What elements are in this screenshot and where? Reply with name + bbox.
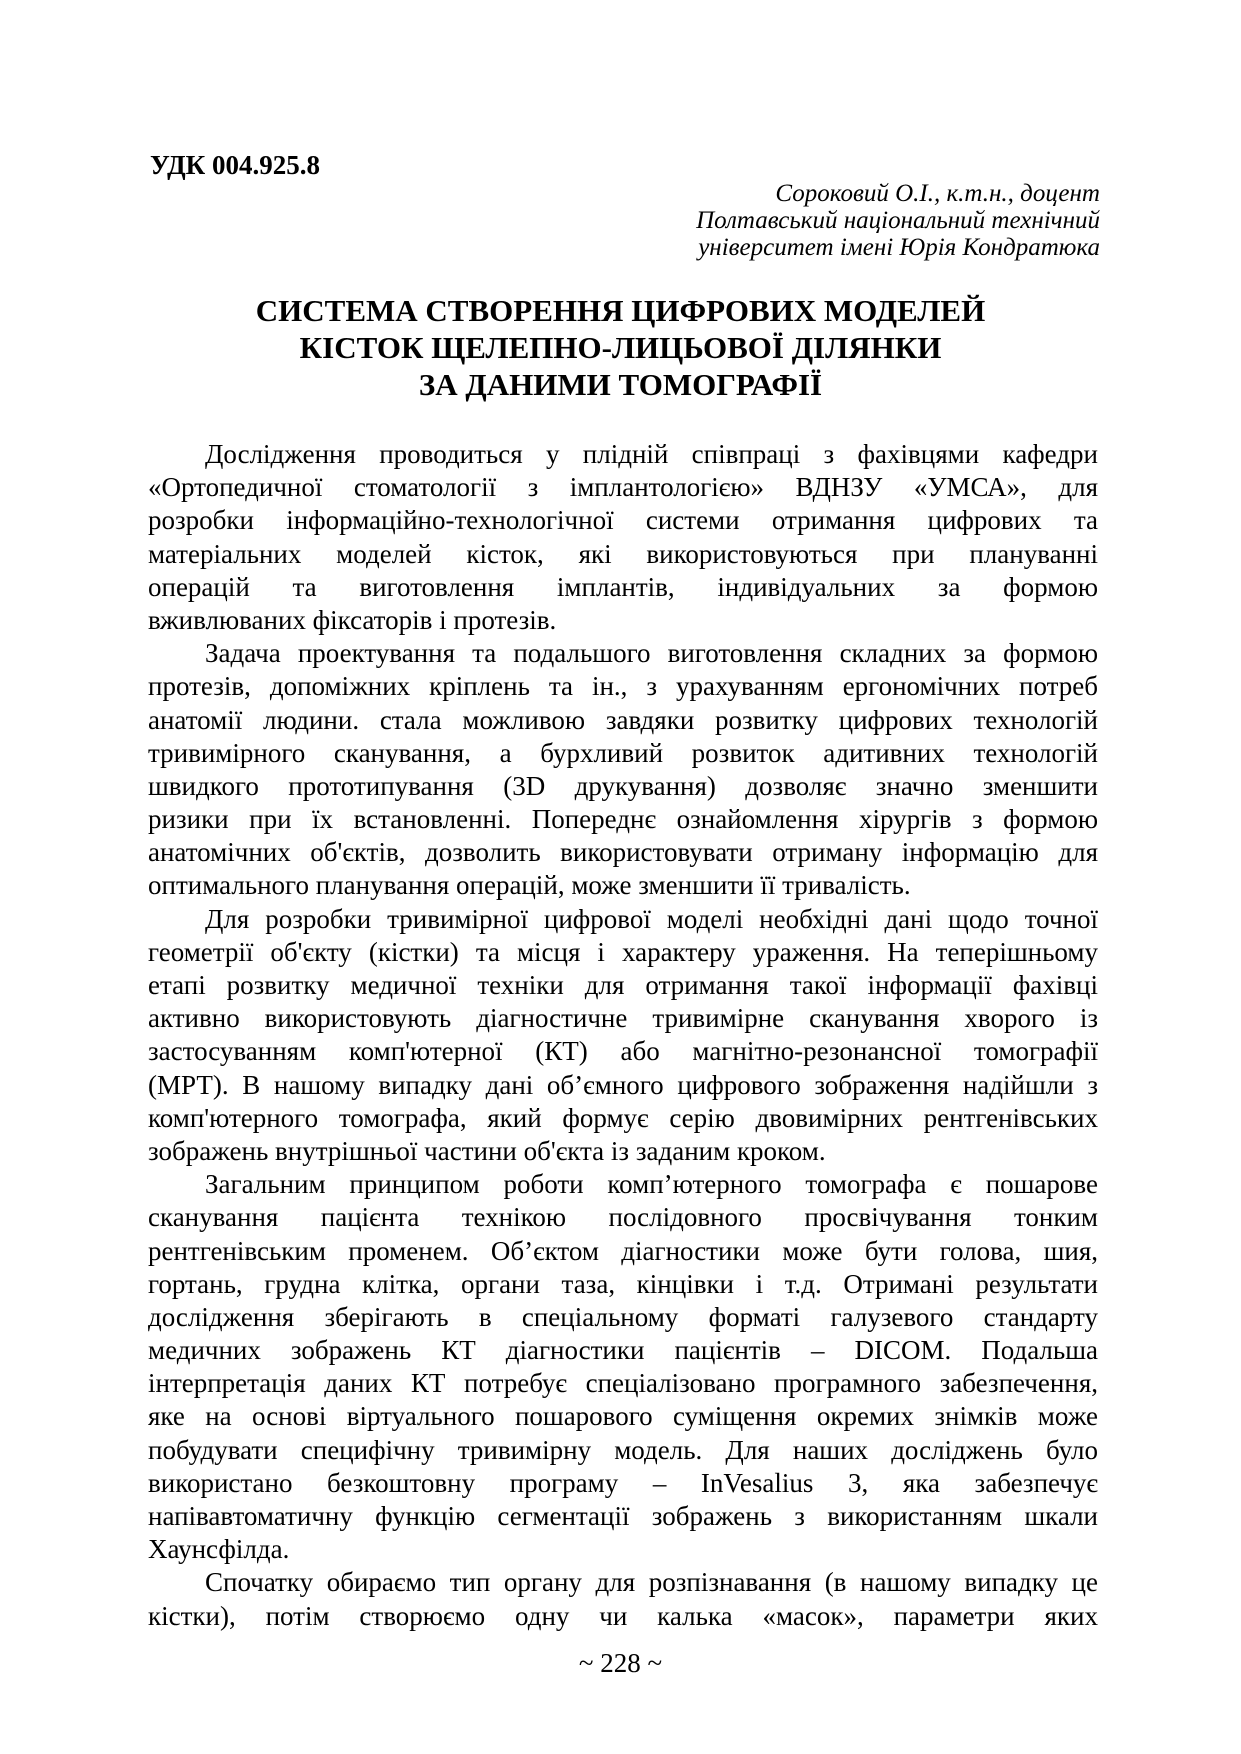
text-line: протезів, допоміжних кріплень та ін., з урахуванням ергономічних потреб (148, 671, 1098, 702)
text-line: анатомії людини. стала можливою завдяки розвитку цифрових технологій (148, 704, 1098, 735)
paragraph (148, 637, 1098, 903)
text-line: Спочатку обираємо тип органу для розпізнавання (в нашому випадку це (205, 1567, 1098, 1598)
text-line: кістки), потім створюємо одну чи калька «масок», параметри яких (148, 1600, 1098, 1631)
text-line: Задача проектування та подальшого виготовлення складних за формою (205, 638, 1098, 669)
text-line: гортань, грудна клітка, органи таза, кінцівки і т.д. Отримані результати (148, 1268, 1098, 1299)
text-line: використано безкоштовну програму – InVesalius 3, яка забезпечує (148, 1467, 1098, 1498)
text-line: яке на основі віртуального пошарового суміщення окремих знімків може (148, 1401, 1098, 1432)
article-body (148, 438, 1098, 1633)
paragraph (148, 438, 1098, 637)
text-line: тривимірного сканування, а бурхливий розвиток адитивних технологій (148, 737, 1098, 768)
text-line: дослідження зберігають в спеціальному форматі галузевого стандарту (148, 1301, 1098, 1332)
text-line: сканування пацієнта технікою послідовного просвічування тонким (148, 1202, 1098, 1233)
text-line: (МРТ). В нашому випадку дані об’ємного цифрового зображення надійшли з (148, 1069, 1098, 1100)
title-line: КІСТОК ЩЕЛЕПНО-ЛИЦЬОВОЇ ДІЛЯНКИ (299, 330, 942, 365)
text-line: Загальним принципом роботи комп’ютерного томографа є пошарове (205, 1169, 1098, 1200)
paragraph (148, 1566, 1098, 1632)
article-title (0, 292, 1241, 403)
author-affiliation: Полтавський національний технічний (696, 207, 1100, 234)
text-line: Хаунсфілда. (148, 1534, 290, 1565)
text-line: швидкого прототипування (3D друкування) дозволяє значно зменшити (148, 770, 1098, 801)
text-line: ризики при їх встановленні. Попереднє ознайомлення хірургів з формою (148, 804, 1098, 835)
text-line: вживлюваних фіксаторів і протезів. (148, 604, 557, 635)
page-number: ~ 228 ~ (578, 1648, 663, 1678)
text-line: зображень внутрішньої частини об'єкта із заданим кроком. (148, 1135, 826, 1166)
text-line: «Ортопедичної стоматології з імплантологією» ВДНЗУ «УМСА», для (148, 472, 1098, 503)
text-line: активно використовують діагностичне тривимірне сканування хворого із (148, 1003, 1098, 1034)
text-line: оптимального планування операцій, може зменшити її тривалість. (148, 870, 911, 901)
text-line: матеріальних моделей кісток, які використовуються при плануванні (148, 538, 1098, 569)
text-line: побудувати специфічну тривимірну модель. Для наших досліджень було (148, 1434, 1098, 1465)
text-line: розробки інформаційно-технологічної системи отримання цифрових та (148, 505, 1098, 536)
text-line: Для розробки тривимірної цифрової моделі необхідні дані щодо точної (205, 903, 1098, 934)
author-block (696, 180, 1100, 261)
text-line: операцій та виготовлення імплантів, індивідуальних за формою (148, 571, 1098, 602)
author-name: Сороковий О.І., к.т.н., доцент (775, 180, 1100, 207)
udc-code: УДК 004.925.8 (150, 150, 320, 180)
author-affiliation: університет імені Юрія Кондратюка (698, 234, 1100, 261)
title-line: ЗА ДАНИМИ ТОМОГРАФІЇ (418, 367, 823, 402)
text-line: напівавтоматичну функцію сегментації зображень з використанням шкали (148, 1501, 1098, 1531)
text-line: медичних зображень КТ діагностики пацієнтів – DICOM. Подальша (148, 1335, 1098, 1366)
text-line: геометрії об'єкту (кістки) та місця і характеру ураження. На теперішньому (148, 936, 1098, 967)
paragraph (148, 1168, 1098, 1566)
title-line: СИСТЕМА СТВОРЕННЯ ЦИФРОВИХ МОДЕЛЕЙ (255, 293, 986, 328)
text-line: комп'ютерного томографа, який формує серію двовимірних рентгенівських (148, 1102, 1098, 1133)
text-line: застосуванням комп'ютерної (КТ) або магнітно-резонансної томографії (148, 1036, 1098, 1067)
text-line: анатомічних об'єктів, дозволить використовувати отриману інформацію для (148, 837, 1098, 868)
text-line: Дослідження проводиться у плідній співпраці з фахівцями кафедри (205, 439, 1098, 469)
text-line: рентгенівським променем. Об’єктом діагностики може бути голова, шия, (148, 1235, 1098, 1266)
text-line: інтерпретація даних КТ потребує спеціалізовано програмного забезпечення, (148, 1368, 1098, 1399)
text-line: етапі розвитку медичної техніки для отримання такої інформації фахівці (148, 970, 1098, 1000)
paragraph (148, 903, 1098, 1169)
